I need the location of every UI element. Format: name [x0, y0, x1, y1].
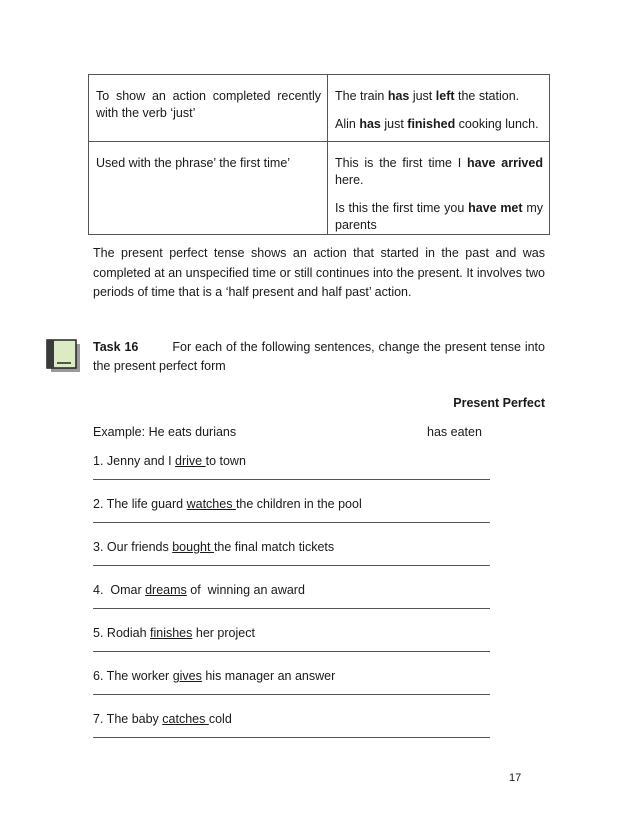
example-cell — [328, 142, 550, 235]
example-sentence: Alin has just finished cooking lunch. — [335, 117, 539, 131]
answer-line[interactable] — [93, 565, 490, 566]
table-row — [89, 75, 550, 142]
example-sentence: The train has just left the station. — [335, 89, 520, 103]
exercise-sentence: 3. Our friends bought the final match tickets — [93, 540, 335, 554]
exercise-sentence: 2. The life guard watches the children in the pool — [93, 497, 362, 511]
answer-line[interactable] — [93, 522, 490, 523]
task-text: For each of the following sentences, change the present tense into the present perfect form — [93, 340, 545, 373]
example-row — [93, 425, 545, 443]
list-item — [93, 582, 493, 625]
example-sentence: This is the first time I have arrived here. — [335, 156, 543, 187]
example-cell — [328, 75, 550, 142]
exercise-sentence: 5. Rodiah finishes her project — [93, 626, 255, 640]
answer-line[interactable] — [93, 737, 490, 738]
answer-line[interactable] — [93, 651, 490, 652]
list-item — [93, 711, 493, 754]
example-sentence: Is this the first time you have met my parents — [335, 201, 543, 232]
exercise-sentence: 4. Omar dreams of winning an award — [93, 583, 305, 597]
answer-line[interactable] — [93, 479, 490, 480]
usage-text: Used with the phrase’ the first time’ — [96, 156, 291, 170]
example-sentence: Example: He eats durians — [93, 425, 237, 439]
usage-text: To show an action completed recently with the verb ‘just’ — [96, 89, 321, 120]
usage-cell — [89, 75, 328, 142]
exercise-list — [93, 453, 493, 754]
table-row — [89, 142, 550, 235]
task-instruction — [93, 338, 545, 376]
answer-line[interactable] — [93, 694, 490, 695]
book-icon — [45, 338, 81, 374]
answer-line[interactable] — [93, 608, 490, 609]
task-label: Task 16 — [93, 340, 139, 354]
example-answer: has eaten — [427, 425, 482, 439]
usage-table — [88, 74, 550, 235]
page-number: 17 — [509, 772, 522, 784]
list-item — [93, 453, 493, 496]
list-item — [93, 668, 493, 711]
usage-cell — [89, 142, 328, 235]
list-item — [93, 539, 493, 582]
answer-column-heading: Present Perfect — [453, 396, 545, 410]
list-item — [93, 625, 493, 668]
explanation-paragraph: The present perfect tense shows an action that started in the past and was completed at an unspecified time or still continues into the present. It involves two periods of time that is a ‘half present and half past’ action. — [93, 246, 545, 299]
exercise-sentence: 7. The baby catches cold — [93, 712, 232, 726]
exercise-sentence: 1. Jenny and I drive to town — [93, 454, 246, 468]
list-item — [93, 496, 493, 539]
exercise-sentence: 6. The worker gives his manager an answer — [93, 669, 336, 683]
